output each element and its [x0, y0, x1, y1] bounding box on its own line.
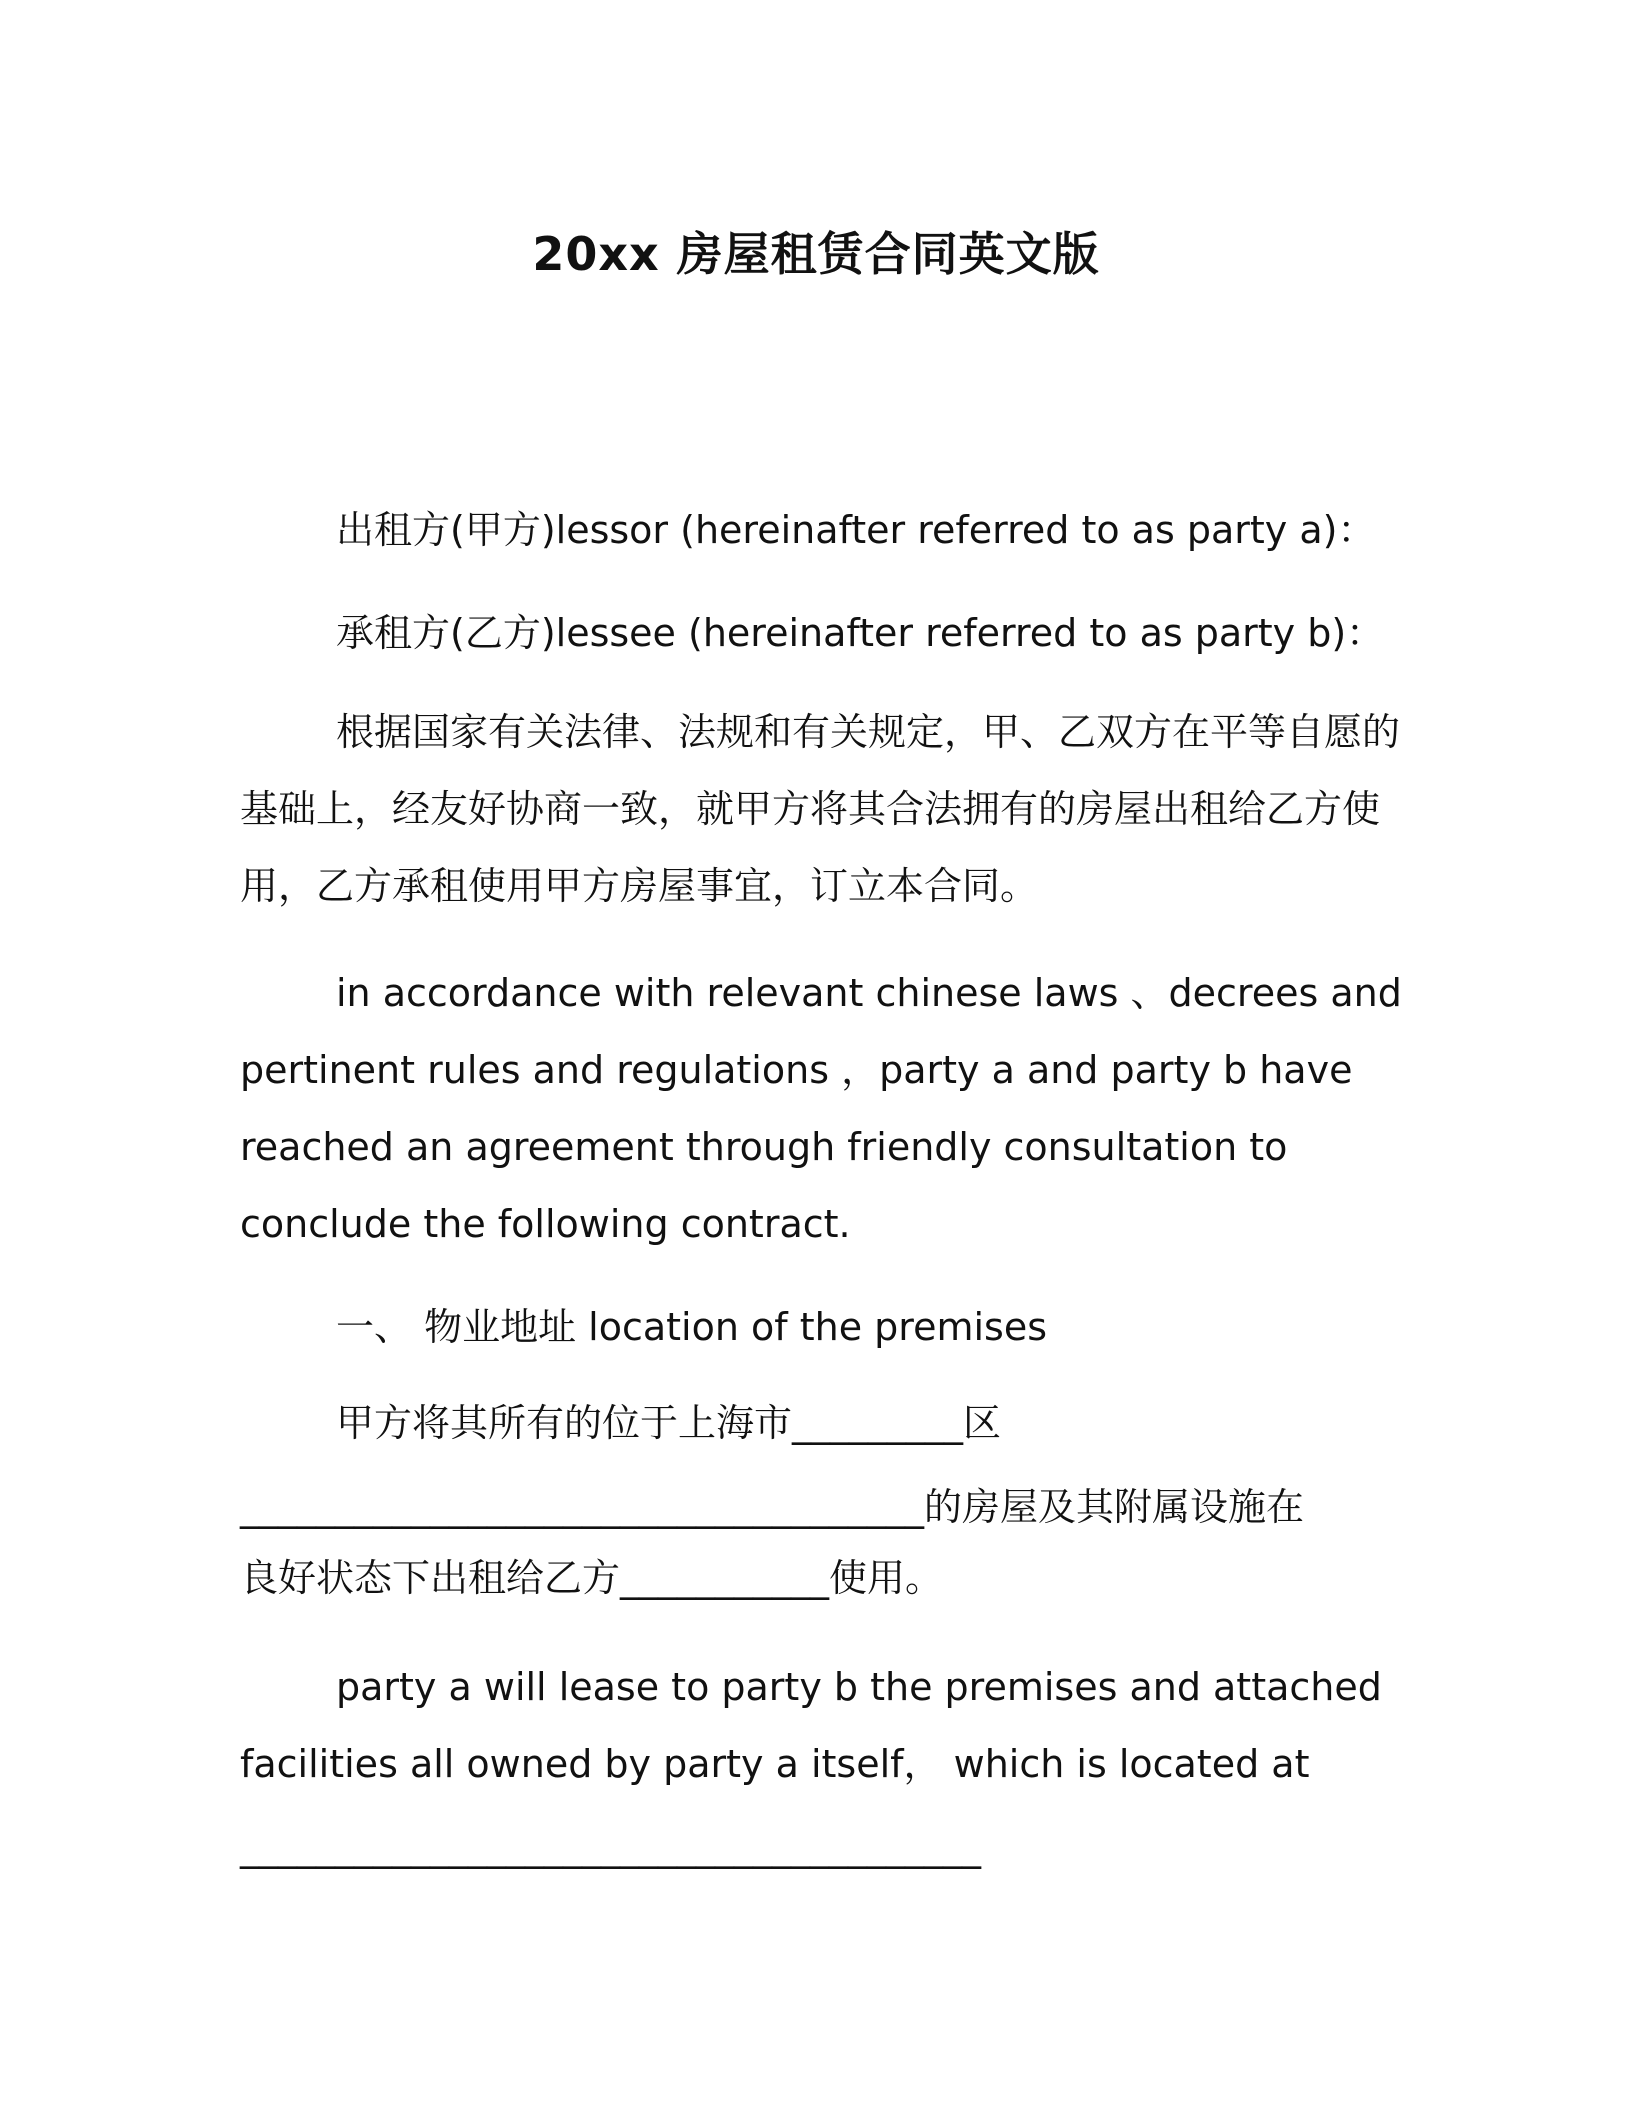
intro-en-line-1: in accordance with relevant chinese laws 、decrees and	[336, 971, 1402, 1015]
intro-en-line-3: reached an agreement through friendly consultation to	[240, 1125, 1288, 1169]
section1-cn-line-2: ____________________________________的房屋及其附属设施在	[240, 1485, 1305, 1529]
party-b-line: 承租方(乙方)lessee (hereinafter referred to as party b)：	[336, 611, 1385, 655]
document-title: 20xx 房屋租赁合同英文版	[532, 227, 1100, 281]
intro-en-line-2: pertinent rules and regulations ，party a and party b have	[240, 1048, 1353, 1092]
section1-en-line-3: _______________________________________	[240, 1825, 981, 1869]
intro-cn-line-3: 用，乙方承租使用甲方房屋事宜，订立本合同。	[240, 864, 1039, 908]
section1-en-line-2: facilities all owned by party a itself， which is located at	[240, 1742, 1310, 1786]
party-a-line: 出租方(甲方)lessor (hereinafter referred to as party a)：	[336, 508, 1376, 552]
section1-cn-line-3: 良好状态下出租给乙方___________使用。	[240, 1556, 944, 1600]
intro-cn-line-2: 基础上，经友好协商一致，就甲方将其合法拥有的房屋出租给乙方使	[240, 787, 1381, 831]
section1-heading: 一、 物业地址 location of the premises	[336, 1305, 1047, 1349]
section1-cn-line-1: 甲方将其所有的位于上海市_________区	[336, 1401, 1002, 1445]
intro-en-line-4: conclude the following contract.	[240, 1202, 851, 1246]
section1-en-line-1: party a will lease to party b the premises and attached	[336, 1665, 1382, 1709]
intro-cn-line-1: 根据国家有关法律、法规和有关规定，甲、乙双方在平等自愿的	[336, 710, 1401, 754]
